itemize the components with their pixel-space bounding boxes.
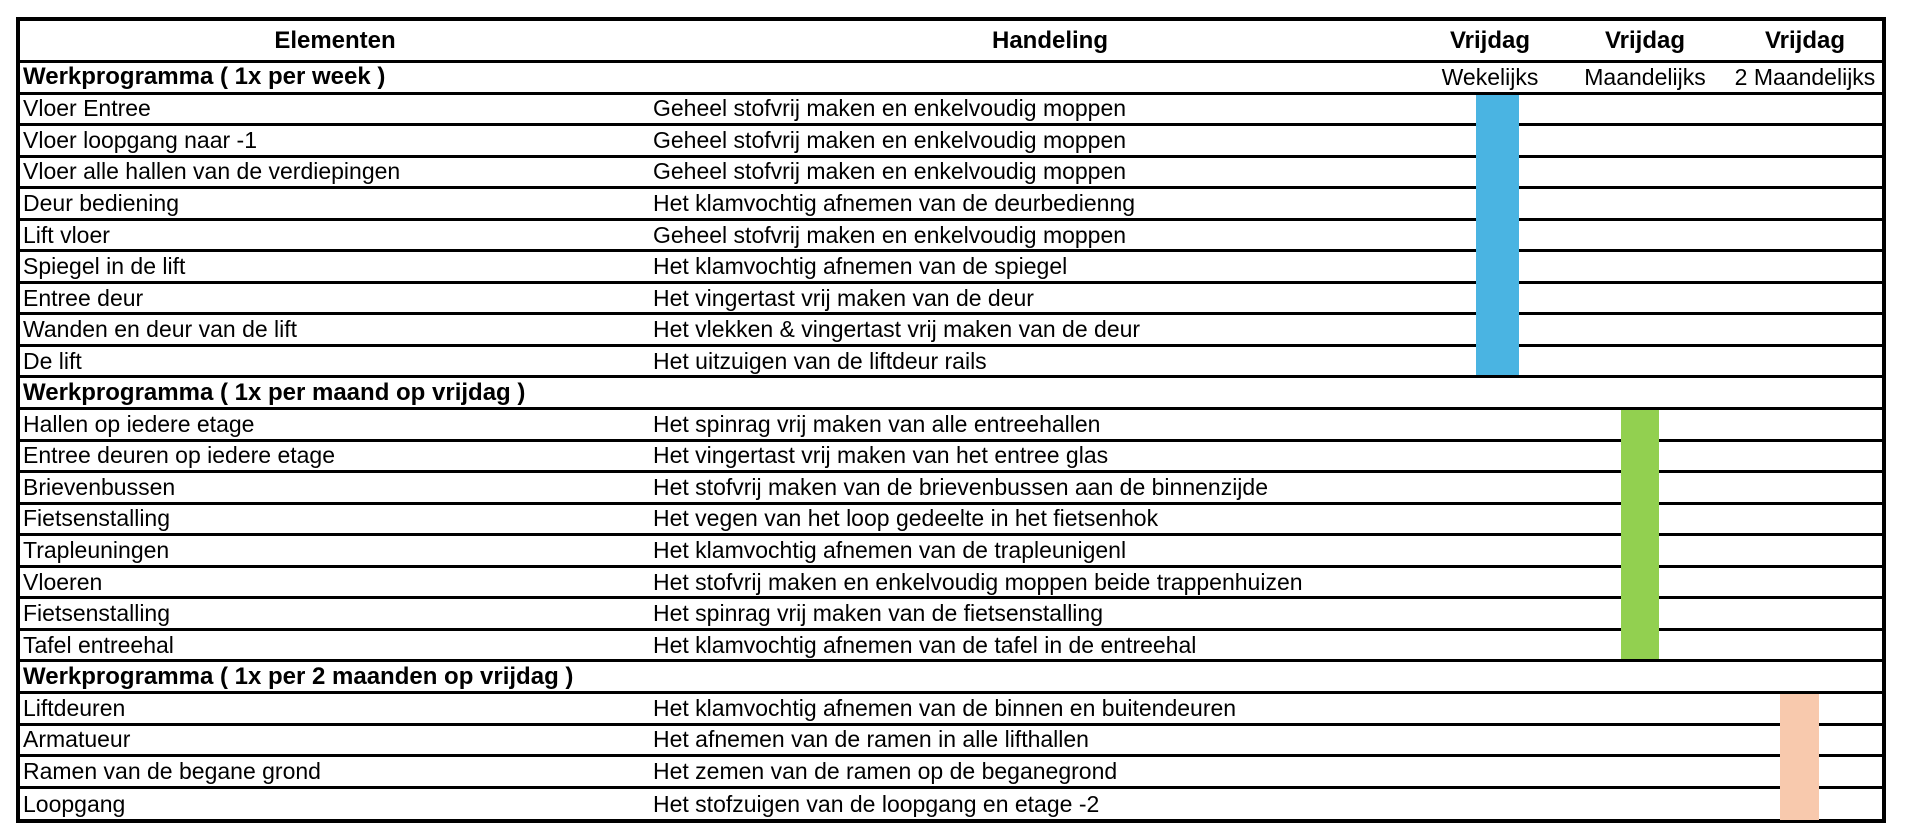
element-cell: Spiegel in de lift <box>23 253 186 280</box>
frequency-marker-weekly <box>1476 126 1519 158</box>
header-day-bimonthly: Vrijdag <box>1764 26 1846 54</box>
section-header-row <box>20 63 1882 95</box>
action-cell: Het uitzuigen van de liftdeur rails <box>653 347 987 374</box>
action-cell: Het zemen van de ramen op de beganegrond <box>653 757 1118 784</box>
action-cell: Het vlekken & vingertast vrij maken van de deur <box>653 316 1141 343</box>
element-cell: Trapleuningen <box>23 537 170 564</box>
action-cell: Het klamvochtig afnemen van de deurbedienng <box>653 189 1136 216</box>
frequency-marker-monthly <box>1621 410 1659 442</box>
action-cell: Het klamvochtig afnemen van de spiegel <box>653 253 1068 280</box>
action-cell: Het spinrag vrij maken van de fietsenstalling <box>653 600 1104 627</box>
action-cell: Het klamvochtig afnemen van de trapleunigenl <box>653 537 1127 564</box>
frequency-marker-monthly <box>1621 536 1659 568</box>
header-day-monthly: Vrijdag <box>1604 26 1686 54</box>
action-cell: Geheel stofvrij maken en enkelvoudig moppen <box>653 126 1127 153</box>
section-title: Werkprogramma ( 1x per 2 maanden op vrijdag ) <box>23 662 574 690</box>
action-cell: Geheel stofvrij maken en enkelvoudig moppen <box>653 95 1127 122</box>
table-row <box>20 189 1882 221</box>
element-cell: Brievenbussen <box>23 473 176 500</box>
element-cell: Armatueur <box>23 726 131 753</box>
element-cell: Tafel entreehal <box>23 631 174 658</box>
action-cell: Het stofvrij maken en enkelvoudig moppen beide trappenhuizen <box>653 568 1303 595</box>
action-cell: Het vingertast vrij maken van het entree glas <box>653 442 1109 469</box>
frequency-marker-weekly <box>1476 221 1519 253</box>
table-row <box>20 631 1882 663</box>
frequency-marker-monthly <box>1621 568 1659 600</box>
element-cell: Entree deur <box>23 284 144 311</box>
section-title: Werkprogramma ( 1x per maand op vrijdag ) <box>23 378 526 406</box>
frequency-weekly: Wekelijks <box>1441 63 1539 90</box>
header-row <box>20 21 1882 63</box>
element-cell: Wanden en deur van de lift <box>23 316 298 343</box>
action-cell: Het stofvrij maken van de brievenbussen aan de binnenzijde <box>653 473 1268 500</box>
cleaning-schedule-table <box>16 17 1886 823</box>
table-row <box>20 221 1882 253</box>
table-row <box>20 694 1882 726</box>
table-row <box>20 95 1882 127</box>
table-row <box>20 126 1882 158</box>
table-row <box>20 442 1882 474</box>
table-row <box>20 158 1882 190</box>
table-row <box>20 789 1882 821</box>
element-cell: Lift vloer <box>23 221 110 248</box>
table-row <box>20 505 1882 537</box>
action-cell: Geheel stofvrij maken en enkelvoudig moppen <box>653 158 1127 185</box>
element-cell: Loopgang <box>23 790 126 817</box>
action-cell: Het klamvochtig afnemen van de binnen en buitendeuren <box>653 694 1237 721</box>
frequency-marker-monthly <box>1621 505 1659 537</box>
element-cell: Vloer alle hallen van de verdiepingen <box>23 158 401 185</box>
action-cell: Geheel stofvrij maken en enkelvoudig moppen <box>653 221 1127 248</box>
header-day-weekly: Vrijdag <box>1449 26 1531 54</box>
element-cell: Vloer loopgang naar -1 <box>23 126 257 153</box>
frequency-marker-monthly <box>1621 599 1659 631</box>
element-cell: Deur bediening <box>23 189 180 216</box>
frequency-monthly: Maandelijks <box>1584 63 1706 90</box>
element-cell: Liftdeuren <box>23 694 126 721</box>
element-cell: Entree deuren op iedere etage <box>23 442 336 469</box>
frequency-marker-weekly <box>1476 252 1519 284</box>
frequency-marker-bimonthly <box>1780 726 1819 758</box>
element-cell: Vloer Entree <box>23 95 151 122</box>
section-title: Werkprogramma ( 1x per week ) <box>23 63 386 91</box>
header-elementen: Elementen <box>274 26 396 54</box>
frequency-marker-bimonthly <box>1780 757 1819 789</box>
action-cell: Het vegen van het loop gedeelte in het fietsenhok <box>653 505 1159 532</box>
table-row <box>20 599 1882 631</box>
table-row <box>20 410 1882 442</box>
table-row <box>20 568 1882 600</box>
element-cell: De lift <box>23 347 82 374</box>
table-row <box>20 347 1882 379</box>
element-cell: Hallen op iedere etage <box>23 410 255 437</box>
element-cell: Vloeren <box>23 568 103 595</box>
element-cell: Ramen van de begane grond <box>23 757 321 784</box>
action-cell: Het spinrag vrij maken van alle entreehallen <box>653 410 1101 437</box>
section-header-row <box>20 662 1882 694</box>
frequency-marker-monthly <box>1621 473 1659 505</box>
table-row <box>20 536 1882 568</box>
table-row <box>20 252 1882 284</box>
action-cell: Het afnemen van de ramen in alle lifthallen <box>653 726 1089 753</box>
table-row <box>20 757 1882 789</box>
action-cell: Het vingertast vrij maken van de deur <box>653 284 1034 311</box>
table-row <box>20 284 1882 316</box>
frequency-marker-weekly <box>1476 284 1519 316</box>
table-row <box>20 726 1882 758</box>
table-row <box>20 473 1882 505</box>
frequency-marker-weekly <box>1476 315 1519 347</box>
element-cell: Fietsenstalling <box>23 600 171 627</box>
element-cell: Fietsenstalling <box>23 505 171 532</box>
frequency-marker-weekly <box>1476 189 1519 221</box>
frequency-marker-weekly <box>1476 95 1519 127</box>
table-row <box>20 315 1882 347</box>
frequency-marker-bimonthly <box>1780 789 1819 821</box>
frequency-marker-bimonthly <box>1780 694 1819 726</box>
frequency-bimonthly: 2 Maandelijks <box>1734 63 1876 90</box>
frequency-marker-monthly <box>1621 442 1659 474</box>
header-handeling: Handeling <box>991 26 1108 54</box>
action-cell: Het stofzuigen van de loopgang en etage -2 <box>653 790 1100 817</box>
section-header-row <box>20 379 1882 411</box>
frequency-marker-weekly <box>1476 347 1519 376</box>
frequency-marker-weekly <box>1476 158 1519 190</box>
frequency-marker-monthly <box>1621 631 1659 660</box>
action-cell: Het klamvochtig afnemen van de tafel in de entreehal <box>653 631 1197 658</box>
